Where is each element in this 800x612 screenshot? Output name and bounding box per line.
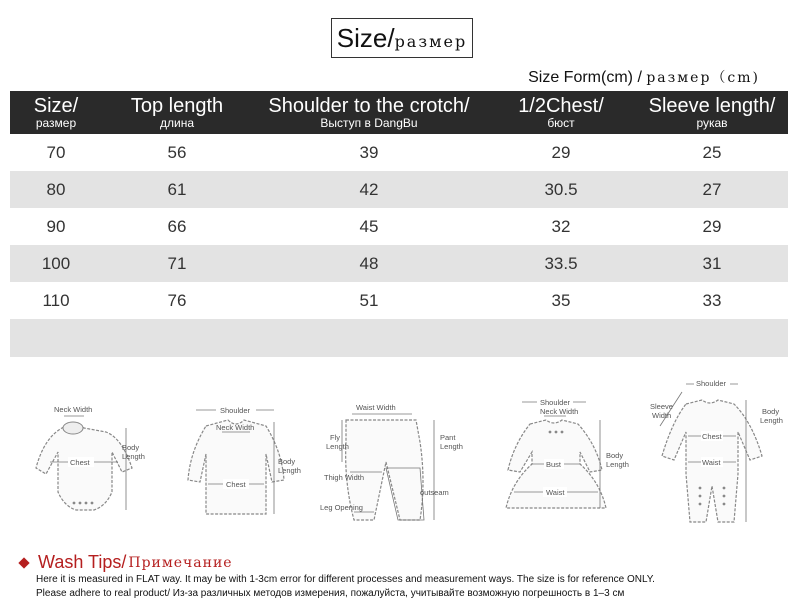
table-cell: 70	[46, 142, 66, 162]
size-form-ru: размер（cm)	[646, 70, 760, 86]
romper-waist-label: Waist	[702, 458, 721, 467]
size-form-label	[528, 67, 760, 87]
table-row	[10, 134, 788, 171]
dress-drawing	[480, 372, 630, 532]
tshirt-shoulder-label: Shoulder	[220, 406, 251, 415]
romper-diagram	[634, 372, 788, 532]
wash-note-line-1: Here it is measured in FLAT way. It may be with 1-3cm error for different processes and measurement ways. The size is for reference ONLY.	[36, 574, 655, 585]
table-cell: 90	[46, 216, 66, 236]
pants-drawing	[316, 372, 476, 532]
bodysuit-body-label-2: Length	[122, 452, 145, 461]
table-row	[10, 282, 788, 319]
table-cell: 30.5	[544, 179, 578, 199]
pants-waist-label: Waist Width	[356, 403, 396, 412]
pants-thigh-label: Thigh Width	[324, 473, 365, 482]
table-cell: 71	[167, 253, 187, 273]
table-cell: 56	[167, 142, 187, 162]
table-cell: 61	[167, 179, 187, 199]
table-cell: 33	[702, 290, 722, 310]
table-cell: 39	[359, 142, 379, 162]
table-cell: 29	[702, 216, 722, 236]
table-cell: 110	[42, 290, 70, 310]
size-title-main: Size/	[336, 22, 395, 53]
table-cell: 31	[702, 253, 722, 273]
header-sleeve-length: Sleeve length/ рукав	[648, 95, 776, 130]
dress-diagram	[480, 372, 630, 532]
dress-body-label-1: Body	[606, 451, 624, 460]
wash-note-line-2: Please adhere to real product/ Из-за различных методов измерения, пожалуйста, учитывайте возможную погрешность в 1–3 см	[36, 588, 625, 599]
tshirt-neck-label: Neck Width	[216, 423, 255, 432]
wash-tips-title-ru: Примечание	[128, 554, 233, 571]
table-cell: 48	[359, 253, 379, 273]
dress-bust-label: Bust	[546, 460, 562, 469]
table-cell-empty	[10, 319, 788, 357]
table-cell: 32	[551, 216, 571, 236]
wash-tips-title	[18, 552, 655, 573]
romper-chest-label: Chest	[702, 432, 722, 441]
table-row	[10, 208, 788, 245]
header-shoulder-crotch: Shoulder to the crotch/ Выступ в DangBu	[268, 95, 470, 130]
pants-fly-label-2: Length	[326, 442, 349, 451]
table-header-row	[10, 91, 788, 134]
header-size: Size/ размер	[33, 95, 79, 130]
tshirt-drawing	[166, 372, 306, 532]
table-cell: 66	[167, 216, 187, 236]
romper-shoulder-label: Shoulder	[696, 379, 727, 388]
header-half-chest: 1/2Chest/ бюст	[518, 95, 604, 130]
table-cell: 76	[167, 290, 187, 310]
size-title	[331, 18, 473, 58]
table-cell: 100	[41, 253, 71, 273]
romper-sleeve-label-2: Width	[652, 411, 672, 420]
table-cell: 33.5	[544, 253, 578, 273]
table-row-empty	[10, 319, 788, 357]
size-title-sub: размер	[394, 31, 468, 51]
table-cell: 45	[359, 216, 379, 236]
bodysuit-drawing	[14, 372, 154, 532]
bodysuit-diagram	[14, 372, 154, 532]
size-table	[10, 91, 788, 357]
pants-leg-label: Leg Opening	[320, 503, 363, 512]
pants-diagram	[316, 372, 476, 532]
pants-outseam-label: outseam	[420, 488, 449, 497]
romper-sleeve-label-1: Sleeve	[650, 402, 673, 411]
pants-pant-label-2: Length	[440, 442, 463, 451]
table-cell: 27	[702, 179, 722, 199]
table-cell: 42	[359, 179, 379, 199]
table-cell: 29	[551, 142, 571, 162]
table-cell: 80	[46, 179, 66, 199]
bodysuit-chest-label: Chest	[70, 458, 90, 467]
romper-drawing	[634, 372, 788, 532]
wash-tips-title-en: Wash Tips/	[38, 552, 127, 572]
table-cell: 51	[359, 290, 379, 310]
dress-neck-label: Neck Width	[540, 407, 579, 416]
romper-body-label-2: Length	[760, 416, 783, 425]
bodysuit-body-label-1: Body	[122, 443, 140, 452]
dress-body-label-2: Length	[606, 460, 629, 469]
wash-tips	[18, 552, 655, 601]
table-cell: 35	[551, 290, 571, 310]
dress-waist-label: Waist	[546, 488, 565, 497]
bodysuit-neck-label: Neck Width	[54, 405, 93, 414]
size-form-en: Size Form(cm) /	[528, 69, 647, 86]
diamond-icon	[18, 557, 29, 568]
romper-body-label-1: Body	[762, 407, 780, 416]
tshirt-body-label-1: Body	[278, 457, 296, 466]
tshirt-body-label-2: Length	[278, 466, 301, 475]
measurement-diagrams	[10, 372, 788, 532]
tshirt-diagram	[166, 372, 306, 532]
table-row	[10, 171, 788, 208]
header-top-length: Top length длина	[130, 95, 224, 130]
pants-pant-label-1: Pant	[440, 433, 456, 442]
dress-shoulder-label: Shoulder	[540, 398, 571, 407]
tshirt-chest-label: Chest	[226, 480, 246, 489]
pants-fly-label-1: Fly	[330, 433, 340, 442]
table-row	[10, 245, 788, 282]
table-cell: 25	[702, 142, 722, 162]
